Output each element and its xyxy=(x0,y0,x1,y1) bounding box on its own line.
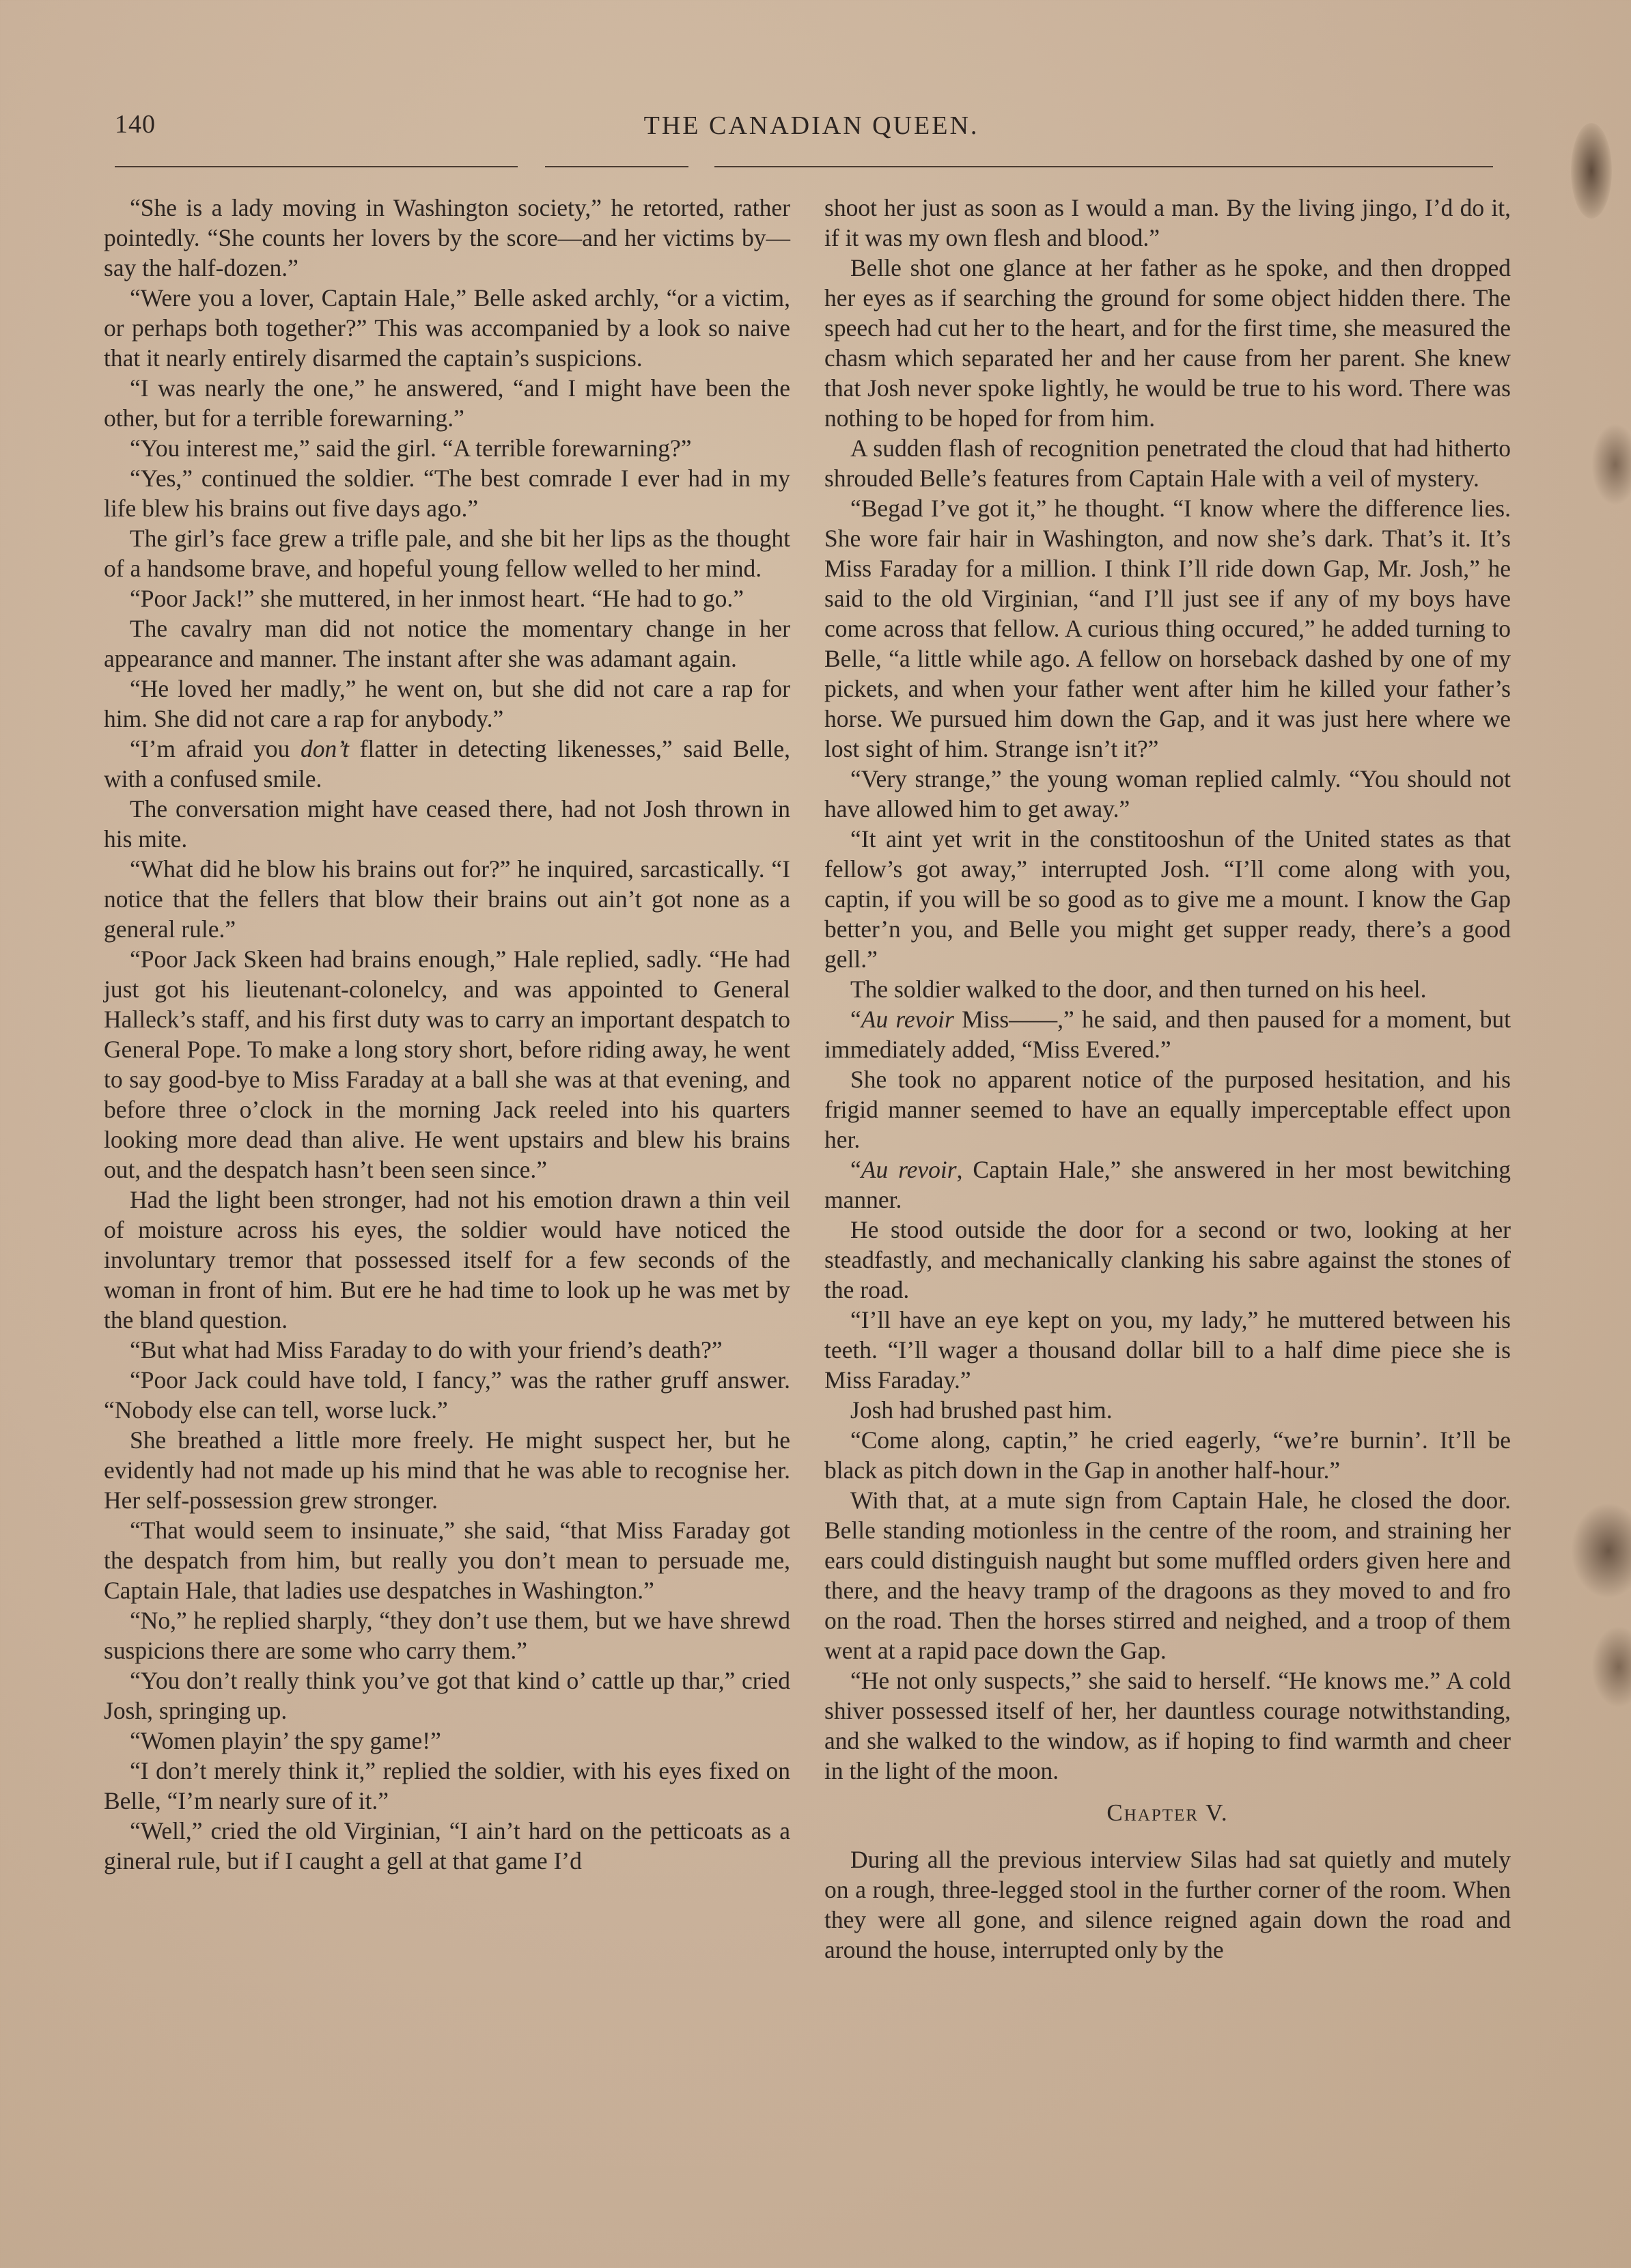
paragraph: During all the previous interview Silas had sat quietly and mutely on a rough, three-legged stool in the further corner of the room. When they were all gone, and silence reigned again down the road and around the house, interrupted only by the xyxy=(824,1846,1511,1963)
paragraph: She breathed a little more freely. He might suspect her, but he evidently had not made up his mind that he was able to recognise her. Her self-possession grew stronger. xyxy=(104,1426,790,1514)
paragraph: “Poor Jack could have told, I fancy,” was the rather gruff answer. “Nobody else can tell, worse luck.” xyxy=(104,1366,790,1424)
paragraph: “He loved her madly,” he went on, but she did not care a rap for him. She did not care a rap for anybody.” xyxy=(104,675,790,732)
paragraph: She took no apparent notice of the purposed hesitation, and his frigid manner seemed to have an equally imperceptable effect upon her. xyxy=(824,1066,1511,1153)
paragraph: “You interest me,” said the girl. “A terrible forewarning?” xyxy=(130,434,692,462)
journal-title: THE CANADIAN QUEEN. xyxy=(643,111,979,140)
page-header xyxy=(115,109,1508,150)
paragraph: “But what had Miss Faraday to do with your friend’s death?” xyxy=(130,1336,723,1364)
stain-mark xyxy=(1591,1626,1631,1708)
paragraph: “Yes,” continued the soldier. “The best comrade I ever had in my life blew his brains out five days ago.” xyxy=(104,465,790,522)
paragraph xyxy=(824,1004,1511,1064)
paragraph: “Women playin’ the spy game!” xyxy=(130,1727,441,1754)
paragraph: “No,” he replied sharply, “they don’t use them, but we have shrewd suspicions there are some who carry them.” xyxy=(104,1607,790,1664)
paragraph: “Begad I’ve got it,” he thought. “I know where the difference lies. She wore fair hair in Washington, and now she’s dark. That’s it. It’s Miss Faraday for a million. I think I’ll ride down Gap, Mr. Josh,” he said to the old Virginian, “and I’ll just see if any of my boys have come across that fellow. A curious thing occured,” he added turning to Belle, “a little while ago. A fellow on horseback dashed by one of my pickets, and when your father went after him he killed your father’s horse. We pursued him down the Gap, and it was just here where we lost sight of him. Strange isn’t it?” xyxy=(824,495,1511,762)
paragraph: “Poor Jack Skeen had brains enough,” Hale replied, sadly. “He had just got his lieutenant-colonelcy, and was appointed to General Halleck’s staff, and his first duty was to carry an important despatch to General Pope. To make a long story short, before riding away, he went to say good-bye to Miss Faraday at a ball she was at that evening, and before three o’clock in the morning Jack reeled into his quarters looking more dead than alive. He went upstairs and blew his brains out, and the despatch hasn’t been seen since.” xyxy=(104,945,790,1183)
paragraph: The girl’s face grew a trifle pale, and she bit her lips as the thought of a handsome brave, and hopeful young fellow welled to her mind. xyxy=(104,525,790,582)
right-column xyxy=(824,193,1511,1965)
stain-mark xyxy=(1571,123,1612,219)
text-run: “I’m afraid you xyxy=(130,735,301,762)
paragraph: “Come along, captin,” he cried eagerly, “we’re burnin’. It’ll be black as pitch down in the Gap in another half-hour.” xyxy=(824,1426,1511,1484)
paragraph: The conversation might have ceased there, had not Josh thrown in his mite. xyxy=(104,795,790,853)
text-run: Miss——,” he said, and then paused for a moment, but immediately added, “Miss Evered.” xyxy=(824,1006,1511,1063)
header-rule-right xyxy=(714,166,1493,167)
stain-mark xyxy=(1591,424,1631,506)
paragraph: “Poor Jack!” she muttered, in her inmost heart. “He had to go.” xyxy=(130,585,744,612)
paragraph: “She is a lady moving in Washington society,” he retorted, rather pointedly. “She counts her lovers by the score—and her victims by—say the half-dozen.” xyxy=(104,194,790,281)
paragraph: The cavalry man did not notice the momentary change in her appearance and manner. The instant after she was adamant again. xyxy=(104,615,790,672)
paragraph: “Very strange,” the young woman replied calmly. “You should not have allowed him to get away.” xyxy=(824,765,1511,822)
paragraph: Josh had brushed past him. xyxy=(850,1396,1113,1424)
header-rule-center xyxy=(545,166,688,167)
italic-text: don’t xyxy=(301,735,350,762)
stain-mark xyxy=(1571,1503,1631,1599)
paragraph: Belle shot one glance at her father as he spoke, and then dropped her eyes as if searching the ground for some object hidden there. The speech had cut her to the heart, and for the first time, she measured the chasm which separated her and her cause from her parent. She knew that Josh never spoke lightly, he would be true to his word. There was nothing to be hoped for from him. xyxy=(824,254,1511,432)
page-number: 140 xyxy=(115,110,156,139)
paragraph xyxy=(104,734,790,794)
paragraph xyxy=(824,1154,1511,1215)
paragraph: He stood outside the door for a second or two, looking at her steadfastly, and mechanically clanking his sabre against the stones of the road. xyxy=(824,1216,1511,1303)
paragraph: “He not only suspects,” she said to herself. “He knows me.” A cold shiver possessed itself of her, her dauntless courage notwithstanding, and she walked to the window, as if hoping to find warmth and cheer in the light of the moon. xyxy=(824,1667,1511,1784)
text-run: “ xyxy=(850,1156,861,1183)
paragraph: “It aint yet writ in the constitooshun of the United states as that fellow’s got away,” interrupted Josh. “I’ll come along with you, captin, if you will be so good as to give me a mount. I know the Gap better’n you, and Belle you might get supper ready, there’s a good gell.” xyxy=(824,825,1511,973)
text-run: , Captain Hale,” she answered in her most bewitching manner. xyxy=(824,1156,1511,1213)
paragraph: “What did he blow his brains out for?” he inquired, sarcastically. “I notice that the fellers that blow their brains out ain’t got none as a general rule.” xyxy=(104,855,790,943)
paragraph: “I’ll have an eye kept on you, my lady,” he muttered between his teeth. “I’ll wager a thousand dollar bill to a half dime piece she is Miss Faraday.” xyxy=(824,1306,1511,1394)
paragraph: With that, at a mute sign from Captain Hale, he closed the door. Belle standing motionless in the centre of the room, and straining her ears could distinguish naught but some muffled orders given here and there, and the heavy tramp of the dragoons as they moved to and fro on the road. Then the horses stirred and neighed, and a troop of them went at a rapid pace down the Gap. xyxy=(824,1486,1511,1664)
paragraph: A sudden flash of recognition penetrated the cloud that had hitherto shrouded Belle’s features from Captain Hale with a veil of mystery. xyxy=(824,434,1511,492)
header-rule-left xyxy=(115,166,518,167)
paragraph: “You don’t really think you’ve got that kind o’ cattle up thar,” cried Josh, springing up. xyxy=(104,1667,790,1724)
left-column xyxy=(104,193,790,1876)
paragraph: “That would seem to insinuate,” she said, “that Miss Faraday got the despatch from him, but really you don’t mean to persuade me, Captain Hale, that ladies use despatches in Washington.” xyxy=(104,1517,790,1604)
italic-text: Au revoir xyxy=(861,1006,954,1033)
text-run: flatter in detecting likenesses,” said Belle, with a confused smile. xyxy=(104,735,790,792)
paragraph: “Were you a lover, Captain Hale,” Belle asked archly, “or a victim, or perhaps both together?” This was accompanied by a look so naive that it nearly entirely disarmed the captain’s suspicions. xyxy=(104,284,790,372)
italic-text: Au revoir xyxy=(861,1156,957,1183)
chapter-heading: Chapter V. xyxy=(1106,1799,1229,1826)
paragraph: “Well,” cried the old Virginian, “I ain’t hard on the petticoats as a gineral rule, but if I caught a gell at that game I’d xyxy=(104,1817,790,1875)
paragraph: shoot her just as soon as I would a man. By the living jingo, I’d do it, if it was my own flesh and blood.” xyxy=(824,194,1511,251)
paragraph: The soldier walked to the door, and then turned on his heel. xyxy=(850,976,1427,1003)
text-run: “ xyxy=(850,1006,861,1033)
paragraph: “I was nearly the one,” he answered, “and I might have been the other, but for a terrible forewarning.” xyxy=(104,374,790,432)
paragraph: “I don’t merely think it,” replied the soldier, with his eyes fixed on Belle, “I’m nearly sure of it.” xyxy=(104,1757,790,1814)
paragraph: Had the light been stronger, had not his emotion drawn a thin veil of moisture across his eyes, the soldier would have noticed the involuntary tremor that possessed itself for a few seconds of the woman in front of him. But ere he had time to look up he was met by the bland question. xyxy=(104,1186,790,1333)
